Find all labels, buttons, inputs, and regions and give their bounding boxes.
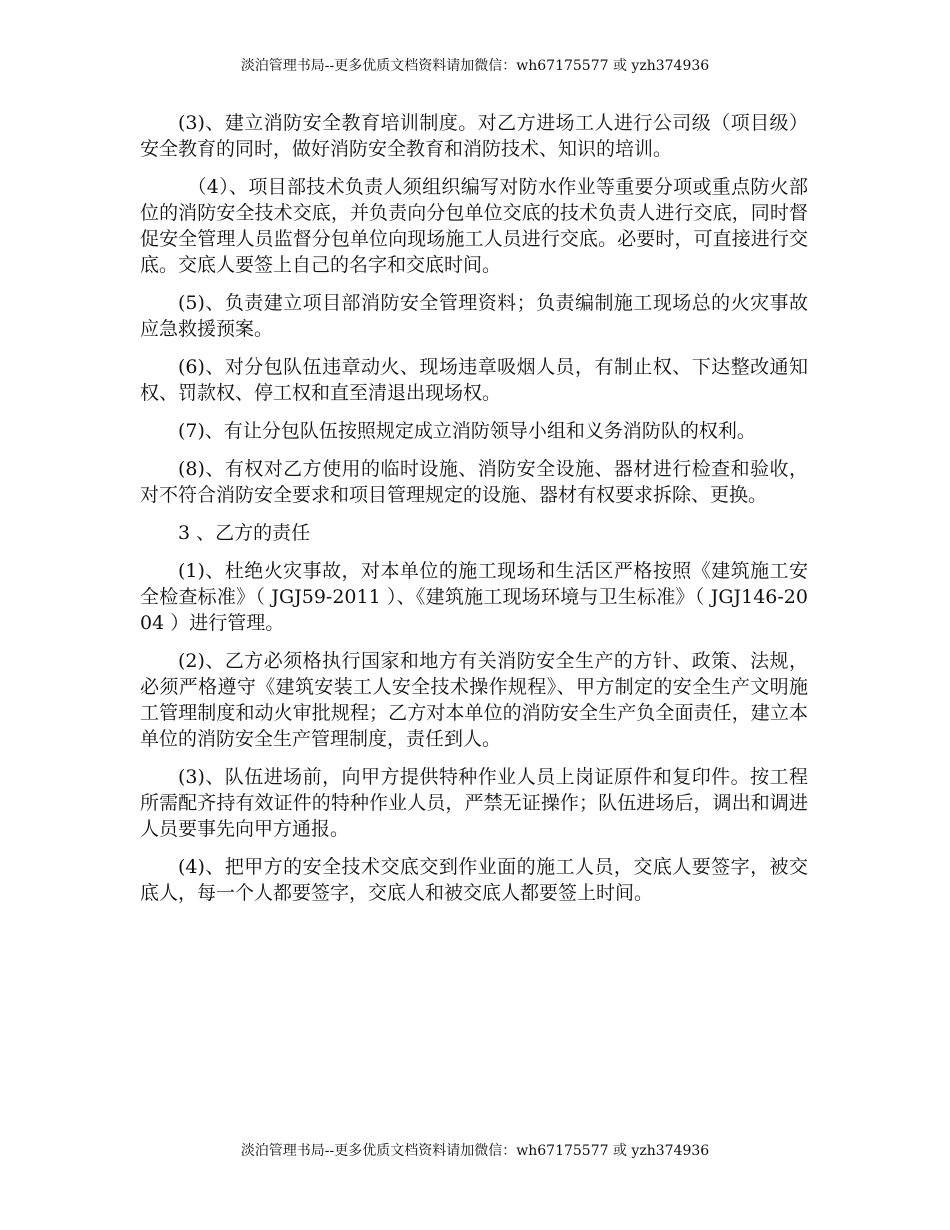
paragraph-party-b-2: (2)、乙方必须格执行国家和地方有关消防安全生产的方针、政策、法规，必须严格遵守《建筑安装工人安全技术操作规程》、甲方制定的安全生产文明施工管理制度和动火审批规程；乙方对本单位的消防安全生产负全面责任，建立本单位的消防安全生产管理制度，责任到人。 — [140, 650, 808, 750]
document-body — [140, 110, 808, 918]
paragraph-party-b-1: (1)、杜绝火灾事故，对本单位的施工现场和生活区严格按照《建筑施工安全检查标准》（ JGJ59-2011 ）、《建筑施工现场环境与卫生标准》（ JGJ146-2004 ）进行管理。 — [140, 560, 808, 634]
page-footer: 淡泊管理书局--更多优质文档资料请加微信：wh67175577 或 yzh374936 — [240, 1143, 710, 1159]
paragraph-party-a-6: (6)、对分包队伍违章动火、现场违章吸烟人员，有制止权、下达整改通知权、罚款权、停工权和直至清退出现场权。 — [140, 356, 808, 404]
section-heading-party-b: 3 、乙方的责任 — [178, 522, 311, 544]
page-header: 淡泊管理书局--更多优质文档资料请加微信：wh67175577 或 yzh374936 — [240, 58, 710, 74]
paragraph-party-b-3: (3)、队伍进场前，向甲方提供特种作业人员上岗证原件和复印件。按工程所需配齐持有效证件的特种作业人员，严禁无证操作；队伍进场后，调出和调进人员要事先向甲方通报。 — [140, 766, 808, 840]
paragraph-party-a-7: (7)、有让分包队伍按照规定成立消防领导小组和义务消防队的权利。 — [178, 420, 756, 442]
paragraph-party-a-4: （4）、项目部技术负责人须组织编写对防水作业等重要分项或重点防火部位的消防安全技术交底，并负责向分包单位交底的技术负责人进行交底，同时督促安全管理人员监督分包单位向现场施工人员进行交底。必要时，可直接进行交底。交底人要签上自己的名字和交底时间。 — [140, 176, 808, 276]
paragraph-party-a-3: (3)、建立消防安全教育培训制度。对乙方进场工人进行公司级（项目级）安全教育的同时，做好消防安全教育和消防技术、知识的培训。 — [140, 112, 808, 160]
paragraph-party-a-5: (5)、负责建立项目部消防安全管理资料；负责编制施工现场总的火灾事故应急救援预案。 — [140, 292, 808, 340]
paragraph-party-a-8: (8)、有权对乙方使用的临时设施、消防安全设施、器材进行检查和验收，对不符合消防安全要求和项目管理规定的设施、器材有权要求拆除、更换。 — [140, 458, 808, 506]
paragraph-party-b-4: (4)、把甲方的安全技术交底交到作业面的施工人员，交底人要签字，被交底人，每一个人都要签字，交底人和被交底人都要签上时间。 — [140, 856, 808, 904]
